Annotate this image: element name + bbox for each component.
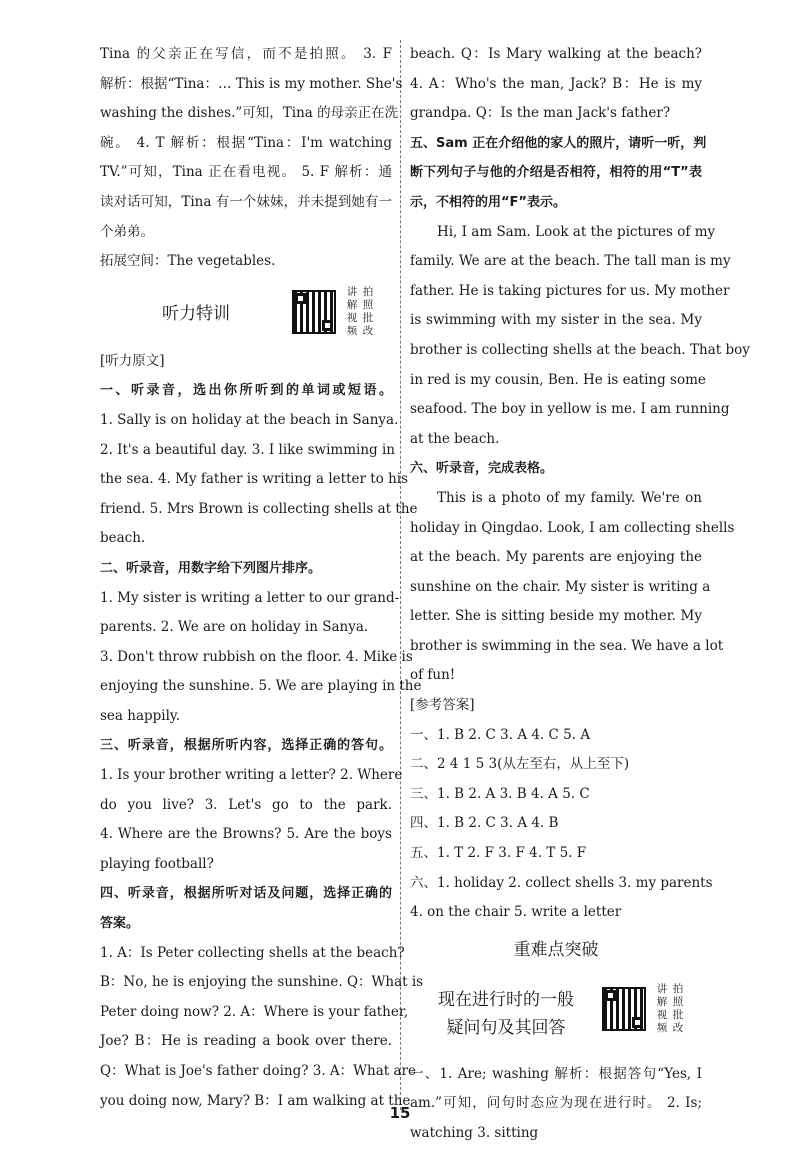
text-line: 1. Is your brother writing a letter? 2. Where bbox=[100, 767, 403, 784]
text-line: sea happily. bbox=[100, 707, 181, 724]
text-line: is swimming with my sister in the sea. My bbox=[410, 312, 702, 329]
question-heading: 一、听录音，选出你所听到的单词或短语。 bbox=[100, 383, 392, 399]
qr-code-block bbox=[292, 283, 376, 341]
grammar-section-header bbox=[410, 974, 702, 1056]
text-line: you doing now, Mary? B：I am walking at the bbox=[100, 1092, 411, 1109]
text-line: Tina 的父亲正在写信，而不是拍照。 3. F bbox=[100, 46, 392, 62]
question-heading: 答案。 bbox=[100, 916, 140, 932]
listening-section-header bbox=[100, 283, 392, 343]
grammar-title bbox=[410, 986, 602, 1042]
qr-caption-char: 视 bbox=[656, 1008, 668, 1021]
qr-caption-char: 视 bbox=[346, 311, 358, 324]
text-line: sunshine on the chair. My sister is writing a bbox=[410, 578, 711, 595]
text-line: parents. 2. We are on holiday in Sanya. bbox=[100, 619, 369, 636]
answer-line: 4. on the chair 5. write a letter bbox=[410, 904, 622, 921]
text-line: 2. It's a beautiful day. 3. I like swimming in bbox=[100, 441, 395, 458]
qr-code-icon bbox=[292, 290, 336, 334]
text-line: am.”可知，问句时态应为现在进行时。 2. Is; bbox=[410, 1095, 702, 1112]
text-line: seafood. The boy in yellow is me. I am running bbox=[410, 401, 730, 418]
question-heading: 二、听录音，用数字给下列图片排序。 bbox=[100, 560, 322, 576]
text-line: 1. Sally is on holiday at the beach in Sanya. bbox=[100, 411, 399, 428]
text-line: 个弟弟。 bbox=[100, 223, 154, 240]
qr-caption-char: 改 bbox=[362, 324, 374, 337]
answer-line: 一、1. B 2. C 3. A 4. C 5. A bbox=[410, 726, 591, 743]
question-heading: 四、听录音，根据所听对话及问题，选择正确的 bbox=[100, 886, 392, 902]
text-line: friend. 5. Mrs Brown is collecting shells at the bbox=[100, 500, 418, 517]
question-heading: 断下列句子与他的介绍是否相符，相符的用“T”表 bbox=[410, 165, 702, 181]
qr-caption-char: 拍 bbox=[362, 285, 374, 298]
text-line: Peter doing now? 2. A：Where is your father, bbox=[100, 1003, 409, 1020]
qr-caption-char: 照 bbox=[362, 298, 374, 311]
text-line: 1. A：Is Peter collecting shells at the beach? bbox=[100, 944, 405, 961]
section-title: 听力特训 bbox=[162, 303, 230, 324]
question-heading: 五、Sam 正在介绍他的家人的照片，请听一听，判 bbox=[410, 135, 707, 151]
text-line: in red is my cousin, Ben. He is eating some bbox=[410, 371, 706, 388]
text-line: do you live? 3. Let's go to the park. bbox=[100, 796, 392, 813]
text-line: beach. Q：Is Mary walking at the beach? bbox=[410, 46, 702, 62]
text-line: at the beach. bbox=[410, 430, 500, 447]
qr-code-block bbox=[602, 980, 686, 1038]
text-line: beach. bbox=[100, 530, 146, 547]
question-heading: 六、听录音，完成表格。 bbox=[410, 461, 554, 477]
text-line: of fun! bbox=[410, 667, 456, 684]
text-line: brother is swimming in the sea. We have a lot bbox=[410, 637, 724, 654]
text-line: the sea. 4. My father is writing a letter to his bbox=[100, 471, 409, 488]
text-line: 碗。 4. T 解析：根据“Tina：I'm watching bbox=[100, 134, 392, 151]
qr-code-icon bbox=[602, 987, 646, 1031]
text-line: This is a photo of my family. We're on bbox=[437, 489, 702, 506]
text-line: 3. Don't throw rubbish on the floor. 4. Mike is bbox=[100, 648, 413, 665]
question-heading: 三、听录音，根据所听内容，选择正确的答句。 bbox=[100, 738, 392, 754]
qr-caption-char: 解 bbox=[656, 995, 668, 1008]
text-line: holiday in Qingdao. Look, I am collecting shells bbox=[410, 519, 735, 536]
text-line: Hi, I am Sam. Look at the pictures of my bbox=[437, 223, 716, 240]
text-line: father. He is taking pictures for us. My mother bbox=[410, 282, 730, 299]
text-line: letter. She is sitting beside my mother. My bbox=[410, 608, 702, 625]
key-section-title: 重难点突破 bbox=[513, 939, 599, 960]
text-line: B：No, he is enjoying the sunshine. Q：What is bbox=[100, 974, 424, 991]
text-line: playing football? bbox=[100, 855, 214, 872]
text-line: 1. My sister is writing a letter to our grand- bbox=[100, 589, 400, 606]
text-line: 读对话可知，Tina 有一个妹妹，并未提到她有一 bbox=[100, 193, 392, 210]
qr-caption-char: 批 bbox=[362, 311, 374, 324]
question-heading: 示，不相符的用“F”表示。 bbox=[410, 194, 566, 210]
text-line: TV.”可知，Tina 正在看电视。 5. F 解析：通 bbox=[100, 164, 392, 181]
answer-line: 五、1. T 2. F 3. F 4. T 5. F bbox=[410, 845, 587, 862]
text-line: brother is collecting shells at the beach. That boy bbox=[410, 341, 750, 358]
script-heading: [听力原文] bbox=[100, 352, 165, 369]
text-line: at the beach. My parents are enjoying the bbox=[410, 549, 702, 566]
qr-caption-char: 拍 bbox=[672, 982, 684, 995]
qr-caption-char: 解 bbox=[346, 298, 358, 311]
text-line: enjoying the sunshine. 5. We are playing in the bbox=[100, 678, 422, 695]
qr-caption-char: 频 bbox=[656, 1021, 668, 1034]
extension-line: 拓展空间：The vegetables. bbox=[100, 253, 276, 270]
text-line: 一、1. Are; washing 解析：根据答句“Yes, I bbox=[410, 1065, 702, 1082]
qr-caption-char: 讲 bbox=[656, 982, 668, 995]
text-line: 4. A：Who's the man, Jack? B：He is my bbox=[410, 75, 702, 92]
text-line: 解析：根据“Tina：… This is my mother. She's bbox=[100, 75, 403, 92]
text-line: washing the dishes.”可知，Tina 的母亲正在洗 bbox=[100, 105, 399, 122]
qr-caption-char: 讲 bbox=[346, 285, 358, 298]
text-line: Q：What is Joe's father doing? 3. A：What are bbox=[100, 1063, 416, 1079]
text-line: Joe? B：He is reading a book over there. bbox=[100, 1033, 392, 1050]
right-column bbox=[410, 40, 750, 1149]
grammar-title-line: 疑问句及其回答 bbox=[446, 1017, 566, 1038]
text-line: family. We are at the beach. The tall man is my bbox=[410, 253, 731, 270]
qr-caption-char: 改 bbox=[672, 1021, 684, 1034]
qr-caption-char: 照 bbox=[672, 995, 684, 1008]
answer-line: 二、2 4 1 5 3(从左至右，从上至下) bbox=[410, 756, 630, 773]
text-line: grandpa. Q：Is the man Jack's father? bbox=[410, 105, 671, 122]
text-line: 4. Where are the Browns? 5. Are the boys bbox=[100, 826, 392, 843]
qr-caption-char: 批 bbox=[672, 1008, 684, 1021]
answer-key-heading: [参考答案] bbox=[410, 697, 475, 714]
qr-caption bbox=[344, 286, 376, 338]
answer-line: 三、1. B 2. A 3. B 4. A 5. C bbox=[410, 785, 590, 802]
qr-caption-char: 频 bbox=[346, 324, 358, 337]
answer-line: 四、1. B 2. C 3. A 4. B bbox=[410, 815, 559, 832]
qr-caption bbox=[654, 983, 686, 1035]
answer-line: 六、1. holiday 2. collect shells 3. my parents bbox=[410, 874, 713, 891]
page-number: 15 bbox=[389, 1104, 411, 1122]
grammar-title-line: 现在进行时的一般 bbox=[438, 989, 574, 1010]
text-line: watching 3. sitting bbox=[410, 1125, 539, 1141]
